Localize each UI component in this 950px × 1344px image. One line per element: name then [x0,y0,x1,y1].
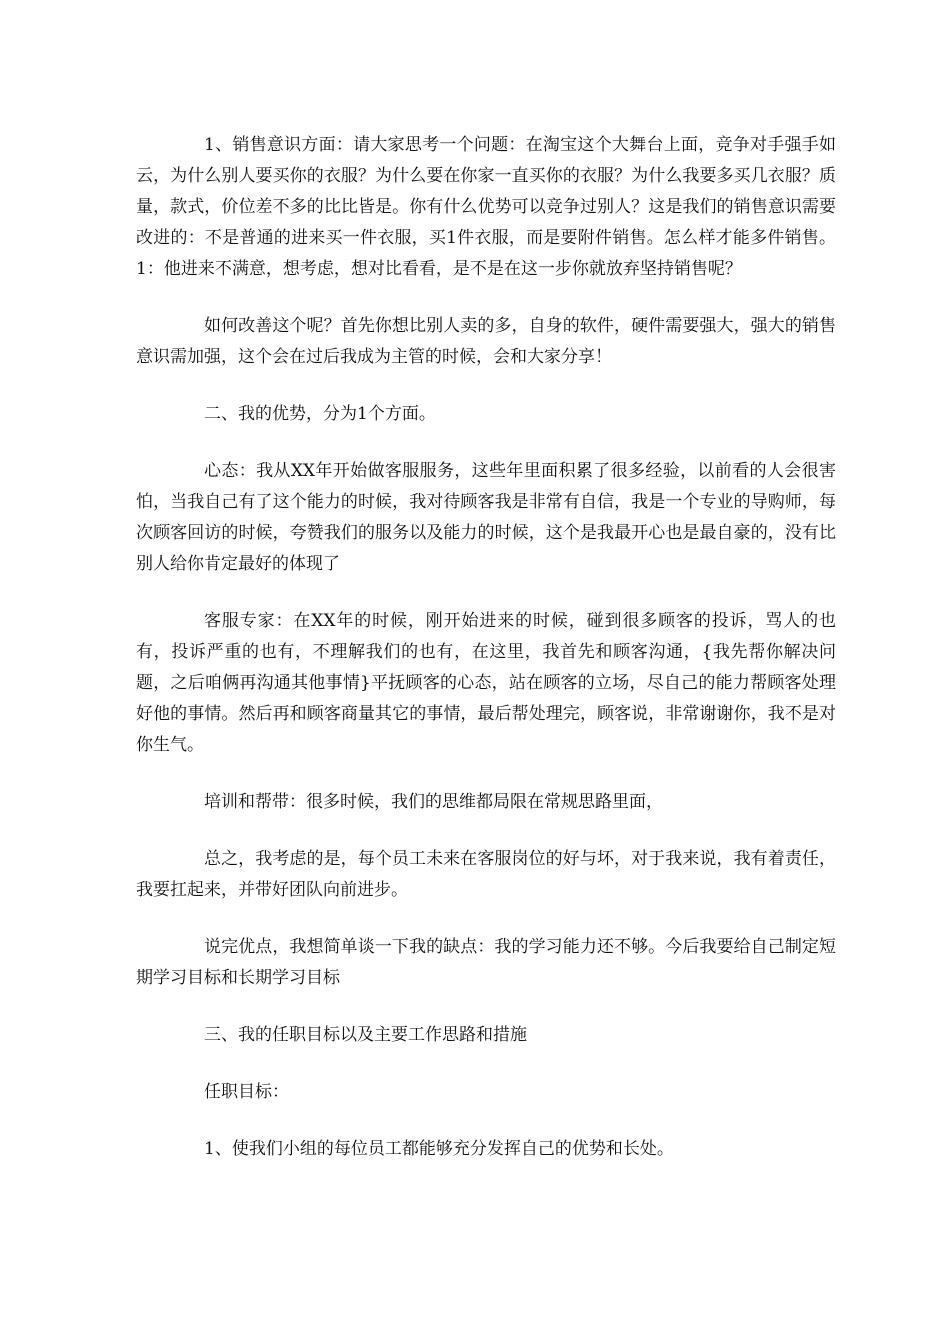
document-body [136,130,836,1191]
paragraph-training: 培训和帮带：很多时候，我们的思维都局限在常规思路里面， [204,792,663,812]
heading-goals-and-measures: 三、我的任职目标以及主要工作思路和措施 [204,1025,527,1045]
paragraph-weakness: 说完优点，我想简单谈一下我的缺点：我的学习能力还不够。今后我要给自己制定短期学习目标和长期学习目标 [136,937,836,988]
paragraph-sales-awareness: 1、销售意识方面：请大家思考一个问题：在淘宝这个大舞台上面，竞争对手强手如云，为什么别人要买你的衣服？为什么要在你家一直买你的衣服？为什么我要多买几衣服？质量，款式，价位差不多的比比皆是。你有什么优势可以竞争过别人？这是我们的销售意识需要改进的：不是普通的进来买一件衣服，买1件衣服，而是要附件销售。怎么样才能多件销售。1：他进来不满意，想考虑，想对比看看，是不是在这一步你就放弃坚持销售呢？ [136,135,836,279]
paragraph-improvement: 如何改善这个呢？首先你想比别人卖的多，自身的软件，硬件需要强大，强大的销售意识需加强，这个会在过后我成为主管的时候，会和大家分享！ [136,316,836,367]
paragraph-summary: 总之，我考虑的是，每个员工未来在客服岗位的好与坏，对于我来说，我有着责任，我要扛起来，并带好团队向前进步。 [136,849,836,900]
paragraph-service-expert: 客服专家：在XX年的时候，刚开始进来的时候，碰到很多顾客的投诉，骂人的也有，投诉严重的也有，不理解我们的也有，在这里，我首先和顾客沟通，{我先帮你解决问题，之后咱俩再沟通其他事情}平抚顾客的心态，站在顾客的立场，尽自己的能力帮顾客处理好他的事情。然后再和顾客商量其它的事情，最后帮处理完，顾客说，非常谢谢你，我不是对你生气。 [136,611,836,755]
heading-goals: 任职目标： [204,1082,289,1102]
heading-my-strengths: 二、我的优势，分为1个方面。 [204,404,436,424]
paragraph-mindset: 心态：我从XX年开始做客服服务，这些年里面积累了很多经验，以前看的人会很害怕，当我自己有了这个能力的时候，我对待顾客我是非常有自信，我是一个专业的导购师，每次顾客回访的时候，夸赞我们的服务以及能力的时候，这个是我最开心也是最自豪的，没有比别人给你肯定最好的体现了 [136,461,836,574]
paragraph-goal-1: 1、使我们小组的每位员工都能够充分发挥自己的优势和长处。 [204,1139,674,1159]
